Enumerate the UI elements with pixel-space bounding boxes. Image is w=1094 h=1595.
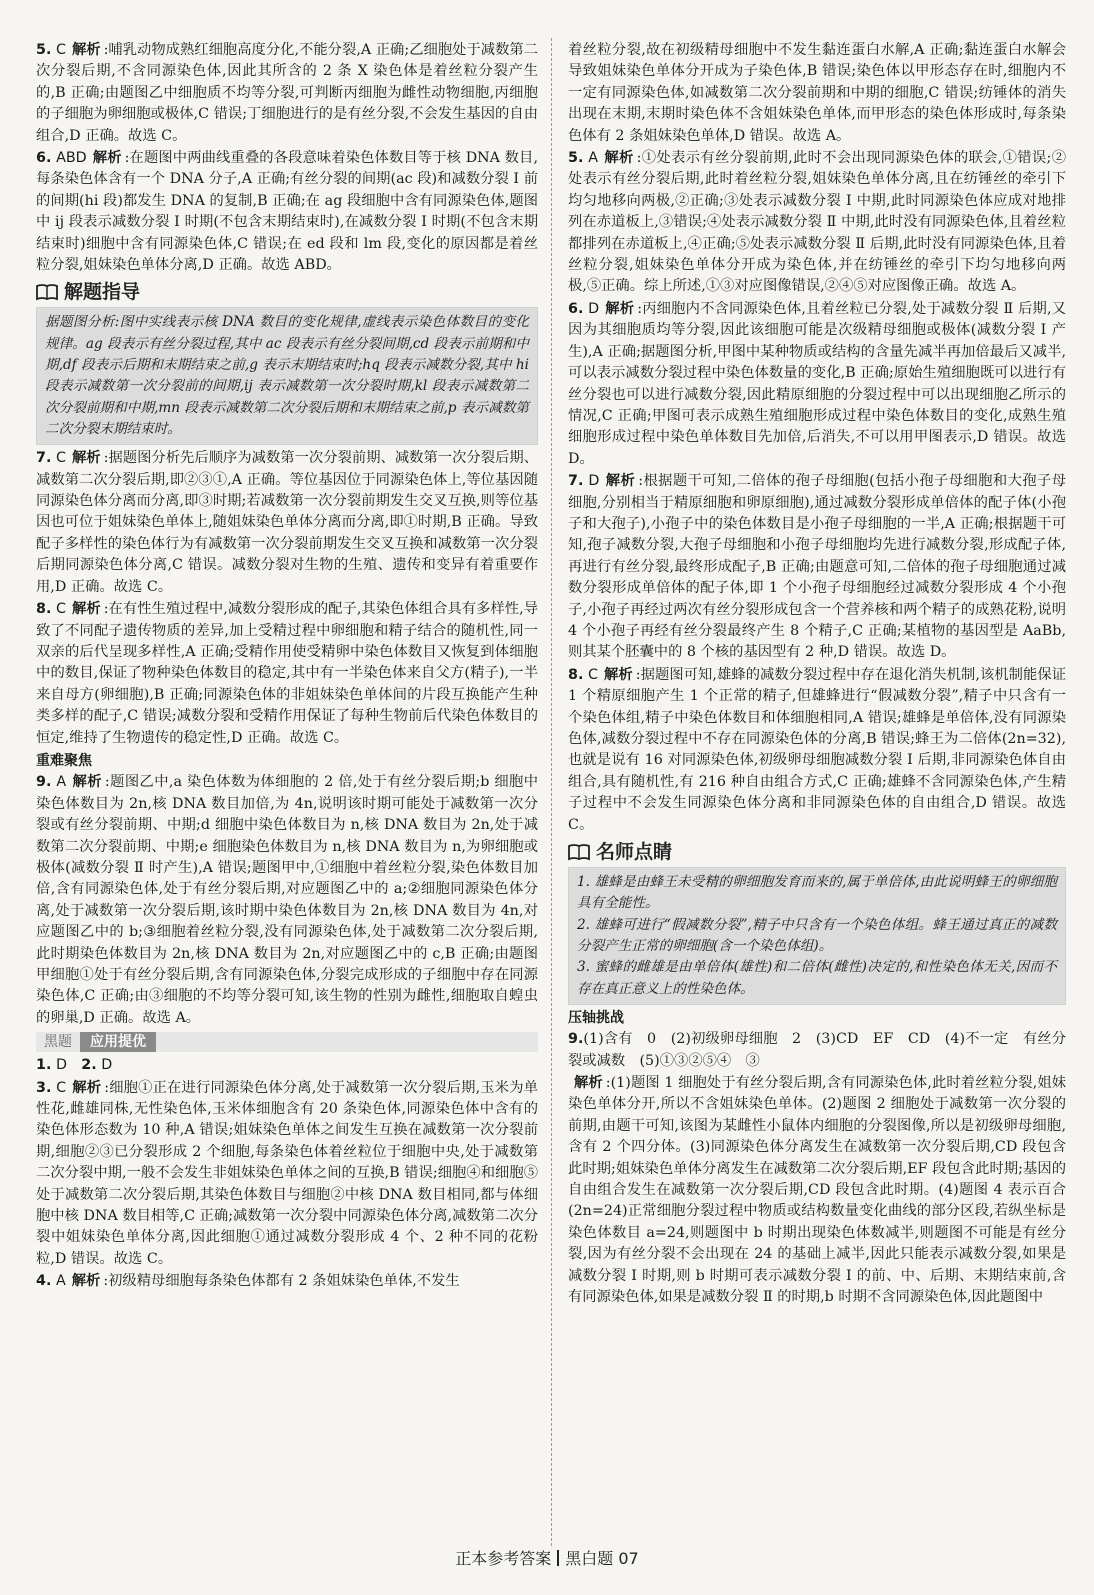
answer-3-left xyxy=(36,1078,538,1271)
answer-choice: C xyxy=(55,42,66,58)
analysis-label: 解析 xyxy=(71,1273,101,1290)
analysis-label: 解析 xyxy=(71,42,101,58)
analysis-label: 解析 xyxy=(604,150,634,167)
right-column xyxy=(568,40,1066,1310)
question-number: 8. xyxy=(36,601,52,618)
answer-9-left xyxy=(36,772,538,1029)
answer-9-analysis xyxy=(568,1073,1066,1308)
tips-box xyxy=(568,867,1066,1005)
analysis-label: 解析 xyxy=(605,300,635,317)
answer-line: (1)含有 0 (2)初级卵母细胞 2 (3)CD EF CD (4)不一定 有丝分裂或减数 (5)①③②⑤④ ③ xyxy=(568,1031,1066,1069)
question-number: 6. xyxy=(36,150,52,167)
footer-title: 正本参考答案 xyxy=(455,1549,552,1568)
analysis-text: :①处表示有丝分裂前期,此时不会出现同源染色体的联会,①错误;②处表示有丝分裂后期,此时着丝粒分裂,姐妹染色单体分离,且在纺锤丝的牵引下均匀地移向两极,②正确;③处表示减数分裂 Ⅰ 中期,此时同源染色体应成对地排列在赤道板上,③错误;④处表示减数分裂 Ⅱ 中期,此时没有同源染色体,且着丝粒都排列在赤道板上,④正确;⑤处表示减数分裂 Ⅱ 后期,此时没有同源染色体,且着丝粒分裂,姐妹染色单体分开成为染色体,并在纺锤丝的牵引下均匀地移向两极,⑤正确。综上所述,①③对应图像错误,②④⑤对应图像正确。故选 A。 xyxy=(568,150,1066,295)
answer-choice: D xyxy=(55,1057,67,1074)
question-number: 5. xyxy=(36,42,52,58)
tip-item: 2. 雄蜂可进行“假减数分裂”,精子中只含有一个染色体组。蜂王通过真正的减数分裂产生正常的卵细胞(含一个染色体组)。 xyxy=(577,916,1057,954)
analysis-text: :(1)题图 1 细胞处于有丝分裂后期,含有同源染色体,此时着丝粒分裂,姐妹染色单体分开,所以不含姐妹染色单体。(2)题图 2 细胞处于减数第一次分裂的前期,由题干可知,该图为某雌性小鼠体内细胞的分裂图像,所以是初级卵母细胞,含有 2 个四分体。(3)同源染色体分离发生在减数第一次分裂后期,CD 段包含此时期;姐妹染色单体分离发生在减数第二次分裂后期,EF 段包含此时期;基因的自由组合发生在减数第一次分裂后期,CD 段包含此时期。(4)题图 4 表示百合(2n=24)正常细胞分裂过程中物质或结构数量变化曲线的部分区段,若纵坐标是染色体数目 a=24,则题图中 b 时期出现染色体数减半,则题图不可能是有丝分裂,因为有丝分裂不会出现在 24 的基础上减半,因此只能表示减数分裂,如果是减数分裂 Ⅰ 时期,则 b 时期可表示减数分裂 Ⅰ 的前、中、后期、末期结束前,含有同源染色体,如果是减数分裂 Ⅱ 的时期,b 时期不含同源染色体,因此题图中 xyxy=(568,1075,1066,1306)
analysis-text: :据题图分析先后顺序为减数第一次分裂前期、减数第一次分裂后期、减数第二次分裂后期,即②③①,A 正确。等位基因位于同源染色体上,等位基因随同源染色体分离而分离,即③时期;若减数第一次分裂前期发生交叉互换,则等位基因也可位于姐妹染色单体上,随姐妹染色单体分离而分离,即①时期,B 正确。导致配子多样性的染色体行为有减数第一次分裂前期发生交叉互换和减数第一次分裂后期同源染色体分离,C 错误。减数分裂对生物的生殖、遗传和变异有着重要作用,D 正确。故选 C。 xyxy=(36,450,539,595)
answers-1-2 xyxy=(36,1055,538,1076)
question-number: 7. xyxy=(36,450,52,467)
analysis-label: 解析 xyxy=(605,473,636,490)
guide-title: 解题指导 xyxy=(64,281,141,304)
open-book-icon xyxy=(36,283,58,301)
answer-choice: C xyxy=(588,666,598,683)
question-number: 1. xyxy=(36,1057,52,1074)
band-fill xyxy=(156,1032,538,1052)
answer-choice: D xyxy=(588,473,600,490)
footer-page: 黑白题 07 xyxy=(565,1549,639,1568)
analysis-label: 解析 xyxy=(92,150,122,167)
answer-choice: A xyxy=(588,150,599,167)
page-footer xyxy=(0,1548,1094,1569)
question-number: 8. xyxy=(568,666,584,683)
answer-choice: A xyxy=(56,774,67,791)
answer-8-left xyxy=(36,599,538,749)
answer-8-right xyxy=(568,665,1066,836)
answer-5-left xyxy=(36,40,538,147)
left-column xyxy=(36,40,538,1294)
analysis-label: 解析 xyxy=(603,666,633,683)
tip-item: 3. 蜜蜂的雌雄是由单倍体(雄性)和二倍体(雌性)决定的,和性染色体无关,因而不存在真正意义上的性染色体。 xyxy=(577,959,1057,997)
analysis-text: :根据题干可知,二倍体的孢子母细胞(包括小孢子母细胞和大孢子母细胞,分别相当于精原细胞和卵原细胞),通过减数分裂形成单倍体的配子体(小孢子和大孢子),小孢子中的染色体数目是小孢子母细胞的一半,A 正确;根据题干可知,孢子减数分裂,大孢子母细胞和小孢子母细胞均先进行减数分裂,形成配子体,再进行有丝分裂,最终形成配子,B 正确;由题意可知,二倍体的孢子母细胞通过减数分裂形成单倍体的配子体,即 1 个小孢子母细胞经过减数分裂形成 4 个小孢子,小孢子再经过两次有丝分裂形成包含一个营养核和两个精子的成熟花粉,说明 4 个小孢子再经有丝分裂最终产生 8 个精子,C 正确;某植物的基因型是 AaBb,则其某个胚囊中的 8 个核的基因型有 2 种,D 错误。故选 D。 xyxy=(568,473,1067,661)
analysis-text: :初级精母细胞每条染色体都有 2 条姐妹染色单体,不发生 xyxy=(103,1273,460,1290)
footer-separator xyxy=(557,1550,559,1566)
answer-choice: A xyxy=(55,1273,66,1290)
analysis-label: 解析 xyxy=(72,774,102,791)
analysis-label: 解析 xyxy=(72,1079,102,1096)
band-label-black: 黑题 xyxy=(36,1032,80,1052)
tip-item: 1. 雄蜂是由蜂王未受精的卵细胞发育而来的,属于单倍体,由此说明蜂王的卵细胞具有全能性。 xyxy=(577,874,1057,912)
focus-heading: 重难聚焦 xyxy=(36,752,92,769)
answer-5-right xyxy=(568,148,1066,298)
answer-4-continued: 着丝粒分裂,故在初级精母细胞中不发生黏连蛋白水解,A 正确;黏连蛋白水解会导致姐妹染色单体分开成为子染色体,B 错误;染色体以甲形态存在时,细胞内不一定有同源染色体,如减数第二次分裂前期和中期的细胞,C 错误;纺锤体的消失出现在末期,末期时染色体不含姐妹染色单体,而甲形态的染色体形成时,每条染色体有 2 条姐妹染色单体,D 错误。故选 A。 xyxy=(568,42,1066,144)
analysis-text: :细胞①正在进行同源染色体分离,处于减数第一次分裂后期,玉米为单性花,雌雄同株,无性染色体,玉米体细胞含有 20 条染色体,同源染色体中含有的染色体形态数为 10 种,A 错误;姐妹染色单体之间发生互换在减数第一次分裂前期,细胞②③已分裂形成 2 个细胞,每条染色体着丝粒位于细胞中央,处于减数第二次分裂中期,一般不会发生非姐妹染色单体之间的互换,B 错误;细胞④和细胞⑤处于减数第二次分裂后期,其染色体数目与细胞②中核 DNA 数目相同,都与体细胞中核 DNA 数目相等,C 正确;减数第一次分裂中同源染色体分离,减数第二次分裂中姐妹染色单体分离,因此细胞①通过减数分裂形成 4 个、2 种不同的花粉粒,D 错误。故选 C。 xyxy=(36,1079,539,1267)
answer-4-left xyxy=(36,1271,538,1292)
analysis-text: :在题图中两曲线重叠的各段意味着染色体数目等于核 DNA 数目,每条染色体含有一个 DNA 分子,A 正确;有丝分裂的间期(ac 段)和减数分裂 Ⅰ 前的间期(hi 段)都发生 DNA 的复制,B 正确;在 ag 段细胞中含有同源染色体,题图中 ij 段表示减数分裂 Ⅰ 时期(不包含末期结束时),在减数分裂 Ⅰ 时期(不包含末期结束时)细胞中含有同源染色体,C 错误;在 ed 段和 lm 段,变化的原因都是着丝粒分裂,姐妹染色单体分离,D 正确。故选 ABD。 xyxy=(36,150,539,274)
analysis-text: :丙细胞内不含同源染色体,且着丝粒已分裂,处于减数分裂 Ⅱ 后期,又因为其细胞质均等分裂,因此该细胞可能是次级精母细胞或极体(减数分裂 Ⅰ 产生),A 正确;据题图分析,甲图中某种物质或结构的含量先减半再加倍最后又减半,可以表示减数分裂过程中染色体数量的变化,B 正确;原始生殖细胞既可以进行有丝分裂也可以进行减数分裂,因此精原细胞的分裂过程中可以出现细胞乙所示的情况,C 正确;甲图可表示成熟生殖细胞形成过程中染色体数目的变化,成熟生殖细胞形成过程中染色单体数目先加倍,后消失,不可以用甲图表示,D 错误。故选 D。 xyxy=(568,300,1067,467)
open-book-icon xyxy=(568,843,590,861)
guide-box: 据题图分析:图中实线表示核 DNA 数目的变化规律,虚线表示染色体数目的变化规律。ag 段表示有丝分裂过程,其中 ac 段表示有丝分裂间期,cd 段表示前期和中期,df 段表示后期和末期结束之前,g 表示末期结束时;hq 段表示减数分裂,其中 hi 段表示减数第一次分裂前的间期,ij 表示减数第一次分裂时期,kl 段表示减数第二次分裂前期和中期,mn 段表示减数第二次分裂后期和末期结束之前,p 表示减数第二次分裂末期结束时。 xyxy=(36,307,538,445)
band-label-section: 应用提优 xyxy=(80,1032,156,1052)
answer-6-right xyxy=(568,299,1066,470)
question-number: 9. xyxy=(36,774,52,791)
answer-choice: C xyxy=(55,601,66,618)
answer-7-left xyxy=(36,448,538,598)
answer-choice: C xyxy=(56,1079,67,1096)
analysis-label: 解析 xyxy=(574,1075,603,1092)
answer-6-left xyxy=(36,148,538,276)
analysis-text: :据题图可知,雄蜂的减数分裂过程中存在退化消失机制,该机制能保证 1 个精原细胞产生 1 个正常的精子,但雄蜂进行“假减数分裂”,精子中只含有一个染色体组,精子中染色体数目和体细胞相同,A 错误;雄蜂是单倍体,没有同源染色体,减数分裂过程中不存在同源染色体的分离,B 错误;蜂王为二倍体(2n=32),也就是说有 16 对同源染色体,初级卵母细胞减数分裂 Ⅰ 后期,非同源染色体自由组合,具有随机性,有 216 种自由组合方式,C 正确;雄蜂不含同源染色体,产生精子过程中不会发生同源染色体分离和非同源染色体的自由组合,D 错误。故选 C。 xyxy=(568,666,1067,833)
answer-7-right xyxy=(568,471,1066,664)
guide-heading xyxy=(36,279,538,305)
question-number: 5. xyxy=(568,150,584,167)
tips-heading xyxy=(568,839,1066,865)
answer-choice: D xyxy=(588,300,600,317)
analysis-text: :哺乳动物成熟红细胞高度分化,不能分裂,A 正确;乙细胞处于减数第二次分裂后期,不含同源染色体,因此其所含的 2 条 X 染色体是着丝粒分裂产生的,B 正确;由题图乙中细胞质不均等分裂,可判断丙细胞为雌性动物细胞,丙细胞的子细胞为卵细胞或极体,C 错误;丁细胞进行的是有丝分裂,不会发生基因的自由组合,D 正确。故选 C。 xyxy=(36,42,539,144)
question-number: 6. xyxy=(568,300,584,317)
analysis-label: 解析 xyxy=(71,601,101,618)
question-number: 9. xyxy=(568,1031,584,1048)
question-number: 2. xyxy=(81,1057,97,1074)
analysis-text: :在有性生殖过程中,减数分裂形成的配子,其染色体组合具有多样性,导致了不同配子遗传物质的差异,加上受精过程中卵细胞和精子结合的随机性,同一双亲的后代呈现多样性,A 正确;受精作用使受精卵中染色体数目又恢复到体细胞中的数目,保证了物种染色体数目的稳定,其中有一半染色体来自父方(精子),一半来自母方(卵细胞),B 正确;同源染色体的非姐妹染色单体间的片段互换能产生种类多样的配子,C 错误;减数分裂和受精作用保证了每种生物前后代染色体数目的恒定,维持了生物遗传的稳定性,D 正确。故选 C。 xyxy=(36,601,539,746)
challenge-heading: 压轴挑战 xyxy=(568,1009,624,1026)
section-band xyxy=(36,1032,538,1052)
answer-choice: ABD xyxy=(56,150,87,167)
tips-title: 名师点睛 xyxy=(596,841,673,864)
analysis-text: :题图乙中,a 染色体数为体细胞的 2 倍,处于有丝分裂后期;b 细胞中染色体数目为 2n,核 DNA 数目加倍,为 4n,说明该时期可能处于减数第一次分裂或有丝分裂前期、中期;d 细胞中染色体数目为 n,核 DNA 数目为 2n,处于减数第二次分裂前期、中期;e 细胞染色体数目为 n,核 DNA 数目为 n,为卵细胞或极体(减数分裂 Ⅱ 时产生),A 错误;题图甲中,①细胞中着丝粒分裂,染色体数目加倍,含有同源染色体,处于有丝分裂后期,对应题图乙中的 a;②细胞同源染色体分离,处于减数第一次分裂后期,该时期中染色体数目为 2n,核 DNA 数目为 4n,对应题图乙中的 b;③细胞着丝粒分裂,没有同源染色体,处于减数第二次分裂后期,此时期染色体数目为 2n,核 DNA 数目为 2n,对应题图乙中的 c,B 正确;由题图甲细胞①处于有丝分裂后期,含有同源染色体,分裂完成形成的子细胞中存在同源染色体,C 正确;由③细胞的不均等分裂可知,该生物的性别为雌性,细胞取自蝗虫的卵巢,D 正确。故选 A。 xyxy=(36,774,539,1026)
question-number: 3. xyxy=(36,1079,52,1096)
column-divider xyxy=(551,38,552,1546)
question-number: 4. xyxy=(36,1273,52,1290)
answer-choice: D xyxy=(101,1057,113,1074)
analysis-label: 解析 xyxy=(71,450,101,467)
answer-choice: C xyxy=(55,450,66,467)
question-number: 7. xyxy=(568,473,584,490)
answer-9-right xyxy=(568,1029,1066,1072)
